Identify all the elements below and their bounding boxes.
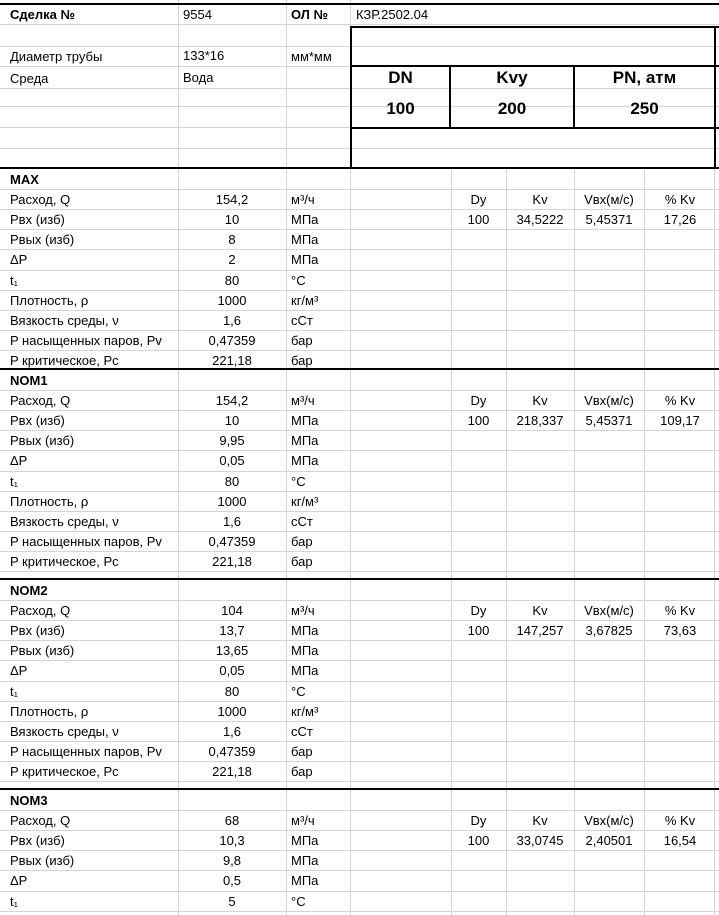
param-value[interactable]: 1,6 (222, 313, 242, 328)
param-value[interactable]: 1000 (217, 293, 247, 308)
grid-line (0, 911, 719, 912)
col-header-pkv[interactable]: % Kv (664, 603, 696, 618)
result-kv[interactable]: 34,5222 (516, 212, 564, 227)
grid-line (0, 430, 719, 431)
param-label[interactable]: Рвх (изб) (10, 623, 65, 638)
param-value[interactable]: 2 (228, 252, 236, 267)
medium-label[interactable]: Среда (10, 71, 49, 86)
param-label[interactable]: ΔP (10, 252, 28, 267)
grid-line (0, 761, 719, 762)
param-label[interactable]: ΔP (10, 663, 28, 678)
grid-line (286, 580, 287, 788)
result-vin[interactable]: 5,45371 (585, 212, 633, 227)
param-label[interactable]: t₁ (10, 684, 18, 699)
grid-line (350, 790, 351, 915)
grid-line (286, 0, 287, 168)
grid-line (0, 24, 719, 25)
grid-line (574, 790, 575, 915)
col-header-pkv[interactable]: % Kv (664, 192, 696, 207)
deal-value[interactable]: 9554 (183, 7, 212, 22)
ol-value[interactable]: КЗР.2502.04 (356, 7, 429, 22)
col-header-vin[interactable]: Vвх(м/с) (584, 813, 634, 828)
col-header-vin[interactable]: Vвх(м/с) (584, 192, 634, 207)
param-label[interactable]: Рвых (изб) (10, 853, 75, 868)
result-kv[interactable]: 147,257 (516, 623, 564, 638)
param-unit[interactable]: °С (291, 474, 306, 489)
param-value[interactable]: 1000 (217, 704, 247, 719)
param-unit[interactable]: МПа (291, 232, 319, 247)
border-top (0, 3, 719, 5)
pipe-unit[interactable]: мм*мм (291, 49, 332, 64)
result-dy[interactable]: 100 (467, 413, 490, 428)
grid-line (0, 721, 719, 722)
result-kv[interactable]: 33,0745 (516, 833, 564, 848)
param-unit[interactable]: °С (291, 684, 306, 699)
grid-line (0, 620, 719, 621)
grid-line (0, 600, 719, 601)
param-unit[interactable]: кг/м³ (291, 494, 319, 509)
param-label[interactable]: Вязкость среды, ν (10, 313, 119, 328)
section-title[interactable]: NOM3 (10, 793, 48, 808)
grid-line (0, 781, 719, 782)
param-label[interactable]: P насыщенных паров, Pv (10, 534, 162, 549)
param-label[interactable]: ΔP (10, 873, 28, 888)
param-label[interactable]: Плотность, ρ (10, 494, 89, 509)
grid-line (0, 830, 719, 831)
grid-line (0, 249, 719, 250)
param-label[interactable]: P критическое, Pc (10, 764, 119, 779)
dn-label[interactable]: DN (388, 68, 413, 87)
grid-line (0, 701, 719, 702)
grid-line (714, 790, 715, 915)
result-vin[interactable]: 3,67825 (585, 623, 633, 638)
grid-line (0, 148, 719, 149)
param-unit[interactable]: бар (291, 333, 313, 348)
grid-line (0, 491, 719, 492)
grid-line (178, 0, 179, 168)
param-unit[interactable]: МПа (291, 643, 319, 658)
medium-value[interactable]: Вода (183, 70, 214, 85)
param-unit[interactable]: МПа (291, 873, 319, 888)
param-unit[interactable]: МПа (291, 623, 319, 638)
param-label[interactable]: Расход, Q (10, 603, 71, 618)
col-header-kv[interactable]: Kv (532, 192, 548, 207)
param-unit[interactable]: МПа (291, 853, 319, 868)
param-unit[interactable]: м³/ч (291, 192, 315, 207)
result-vin[interactable]: 2,40501 (585, 833, 633, 848)
grid-line (0, 189, 719, 190)
grid-line (286, 790, 287, 915)
border (350, 26, 352, 168)
kvy-value[interactable]: 200 (497, 99, 527, 118)
grid-line (451, 790, 452, 915)
grid-line (0, 531, 719, 532)
param-label[interactable]: P насыщенных паров, Pv (10, 744, 162, 759)
param-unit[interactable]: м³/ч (291, 813, 315, 828)
param-value[interactable]: 0,47359 (208, 534, 256, 549)
col-header-dy[interactable]: Dy (470, 393, 487, 408)
grid-line (0, 850, 719, 851)
param-value[interactable]: 1,6 (222, 514, 242, 529)
grid-line (0, 741, 719, 742)
param-value[interactable]: 221,18 (212, 764, 252, 779)
param-unit[interactable]: сСт (291, 313, 313, 328)
grid-line (286, 370, 287, 578)
grid-line (0, 229, 719, 230)
grid-line (0, 891, 719, 892)
param-value[interactable]: 1000 (217, 494, 247, 509)
col-header-vin[interactable]: Vвх(м/с) (584, 603, 634, 618)
grid-line (0, 290, 719, 291)
grid-line (0, 810, 719, 811)
deal-label[interactable]: Сделка № (10, 7, 75, 22)
param-unit[interactable]: м³/ч (291, 393, 315, 408)
param-unit[interactable]: МПа (291, 413, 319, 428)
param-value[interactable]: 221,18 (212, 353, 252, 368)
grid-line (0, 209, 719, 210)
param-value[interactable]: 154,2 (215, 393, 249, 408)
param-unit[interactable]: бар (291, 744, 313, 759)
col-header-kv[interactable]: Kv (532, 813, 548, 828)
param-unit[interactable]: °С (291, 894, 306, 909)
grid-line (286, 169, 287, 368)
param-label[interactable]: Вязкость среды, ν (10, 514, 119, 529)
grid-line (0, 350, 719, 351)
param-value[interactable]: 0,47359 (208, 333, 256, 348)
pn-label[interactable]: PN, атм (612, 68, 677, 87)
col-header-kv[interactable]: Kv (532, 393, 548, 408)
param-value[interactable]: 10 (224, 212, 240, 227)
result-dy[interactable]: 100 (467, 212, 490, 227)
param-value[interactable]: 0,05 (219, 663, 245, 678)
grid-line (0, 390, 719, 391)
param-value[interactable]: 5 (228, 894, 236, 909)
param-value[interactable]: 1,6 (222, 724, 242, 739)
param-label[interactable]: t₁ (10, 474, 18, 489)
param-unit[interactable]: МПа (291, 663, 319, 678)
col-header-kv[interactable]: Kv (532, 603, 548, 618)
param-label[interactable]: Плотность, ρ (10, 704, 89, 719)
grid-line (0, 471, 719, 472)
param-value[interactable]: 0,47359 (208, 744, 256, 759)
result-dy[interactable]: 100 (467, 833, 490, 848)
param-unit[interactable]: бар (291, 554, 313, 569)
grid-line (0, 640, 719, 641)
grid-line (350, 370, 351, 578)
result-kv[interactable]: 218,337 (516, 413, 564, 428)
param-value[interactable]: 8 (228, 232, 236, 247)
param-unit[interactable]: бар (291, 353, 313, 368)
param-value[interactable]: 68 (224, 813, 240, 828)
result-dy[interactable]: 100 (467, 623, 490, 638)
dn-value[interactable]: 100 (386, 99, 415, 118)
grid-line (0, 330, 719, 331)
param-value[interactable]: 13,7 (219, 623, 245, 638)
grid-line (0, 681, 719, 682)
param-unit[interactable]: МПа (291, 453, 319, 468)
result-pkv[interactable]: 16,54 (663, 833, 697, 848)
section-border (0, 788, 719, 790)
param-unit[interactable]: бар (291, 534, 313, 549)
grid-line (0, 450, 719, 451)
param-value[interactable]: 9,95 (219, 433, 245, 448)
grid-line (506, 790, 507, 915)
param-label[interactable]: ΔP (10, 453, 28, 468)
col-header-dy[interactable]: Dy (470, 603, 487, 618)
param-label[interactable]: Рвых (изб) (10, 433, 75, 448)
result-pkv[interactable]: 17,26 (663, 212, 697, 227)
grid-line (0, 270, 719, 271)
param-value[interactable]: 80 (224, 474, 240, 489)
param-unit[interactable]: кг/м³ (291, 293, 319, 308)
param-value[interactable]: 0,5 (222, 873, 242, 888)
border-bottom (0, 167, 719, 169)
kvy-label[interactable]: Kvy (496, 68, 528, 87)
pn-value[interactable]: 250 (630, 99, 659, 118)
border (350, 26, 719, 28)
grid-line (0, 660, 719, 661)
param-label[interactable]: Расход, Q (10, 813, 71, 828)
param-unit[interactable]: МПа (291, 433, 319, 448)
param-value[interactable]: 10,3 (219, 833, 245, 848)
grid-line (0, 88, 719, 89)
section-title[interactable]: NOM2 (10, 583, 48, 598)
section-title[interactable]: MAX (10, 172, 39, 187)
section-title[interactable]: NOM1 (10, 373, 48, 388)
param-label[interactable]: Рвх (изб) (10, 833, 65, 848)
param-label[interactable]: Расход, Q (10, 192, 71, 207)
col-header-vin[interactable]: Vвх(м/с) (584, 393, 634, 408)
param-label[interactable]: P насыщенных паров, Pv (10, 333, 162, 348)
param-label[interactable]: P критическое, Pc (10, 554, 119, 569)
param-label[interactable]: Рвх (изб) (10, 212, 65, 227)
param-unit[interactable]: МПа (291, 833, 319, 848)
col-header-dy[interactable]: Dy (470, 813, 487, 828)
param-value[interactable]: 80 (224, 684, 240, 699)
border (350, 127, 719, 129)
grid-line (0, 46, 719, 47)
param-label[interactable]: Рвх (изб) (10, 413, 65, 428)
grid-line (350, 169, 351, 368)
param-value[interactable]: 13,65 (215, 643, 249, 658)
grid-line (0, 870, 719, 871)
grid-line (0, 410, 719, 411)
param-label[interactable]: P критическое, Pc (10, 353, 119, 368)
param-unit[interactable]: °С (291, 273, 306, 288)
param-value[interactable]: 80 (224, 273, 240, 288)
col-header-pkv[interactable]: % Kv (664, 393, 696, 408)
col-header-dy[interactable]: Dy (470, 192, 487, 207)
param-value[interactable]: 104 (221, 603, 243, 618)
param-unit[interactable]: сСт (291, 724, 313, 739)
param-unit[interactable]: бар (291, 764, 313, 779)
grid-line (0, 551, 719, 552)
param-unit[interactable]: МПа (291, 212, 319, 227)
param-value[interactable]: 10 (224, 413, 240, 428)
param-unit[interactable]: м³/ч (291, 603, 315, 618)
param-unit[interactable]: МПа (291, 252, 319, 267)
result-pkv[interactable]: 73,63 (663, 623, 697, 638)
param-value[interactable]: 221,18 (212, 554, 252, 569)
param-value[interactable]: 154,2 (215, 192, 249, 207)
result-vin[interactable]: 5,45371 (585, 413, 633, 428)
pipe-label[interactable]: Диаметр трубы (10, 49, 103, 64)
param-label[interactable]: t₁ (10, 894, 18, 909)
param-label[interactable]: Вязкость среды, ν (10, 724, 119, 739)
border (714, 26, 716, 168)
param-label[interactable]: Расход, Q (10, 393, 71, 408)
param-label[interactable]: Рвых (изб) (10, 232, 75, 247)
param-label[interactable]: Плотность, ρ (10, 293, 89, 308)
param-value[interactable]: 9,8 (222, 853, 242, 868)
section-border (0, 368, 719, 370)
param-value[interactable]: 0,05 (219, 453, 245, 468)
param-label[interactable]: t₁ (10, 273, 18, 288)
param-label[interactable]: Рвых (изб) (10, 643, 75, 658)
grid-line (350, 580, 351, 788)
grid-line (644, 790, 645, 915)
grid-line (0, 310, 719, 311)
result-pkv[interactable]: 109,17 (660, 413, 700, 428)
col-header-pkv[interactable]: % Kv (664, 813, 696, 828)
pipe-value[interactable]: 133*16 (183, 48, 225, 63)
border (350, 65, 719, 67)
section-border (0, 578, 719, 580)
grid-line (0, 571, 719, 572)
ol-label[interactable]: ОЛ № (291, 7, 329, 22)
grid-line (0, 511, 719, 512)
param-unit[interactable]: сСт (291, 514, 313, 529)
param-unit[interactable]: кг/м³ (291, 704, 319, 719)
